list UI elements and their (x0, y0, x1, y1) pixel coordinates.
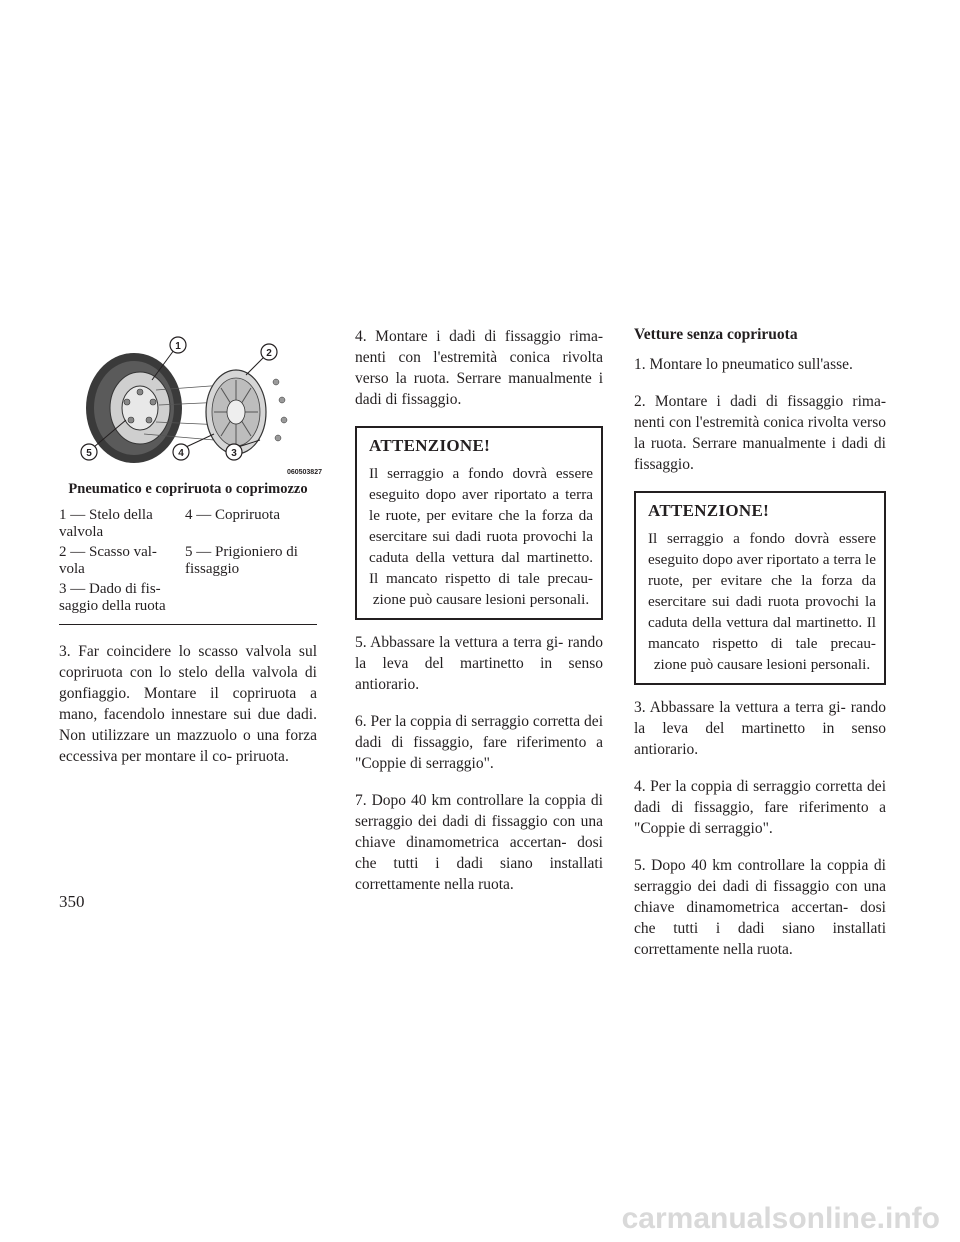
callout-1: 1 (175, 341, 181, 352)
step-2-text: 2. Montare i dadi di fissaggio rima- nenti con l'estremità conica rivolta verso la ruota. Serrare manualmente i dadi di fissaggio. (634, 393, 886, 473)
step-4-text: 4. Montare i dadi di fissaggio rima- nenti con l'estremità conica rivolta verso la ruota. Serrare manualmente i dadi di fissaggio. (355, 328, 603, 408)
legend-item: 3 — Dado di fis- saggio della ruota (59, 581, 166, 614)
figure-code: 060503827 (286, 469, 322, 476)
warning-text: Il serraggio a fondo dovrà essere eseguito dopo aver riportato a terra le ruote, per evitare che la forza da esercitare sui dadi ruota provochi la caduta della vettura dal martinetto. Il mancato rispetto di tale precau- zione può causare lesioni personali. (648, 530, 876, 673)
warning-text: Il serraggio a fondo dovrà essere eseguito dopo aver riportato a terra le ruote, per evitare che la forza da esercitare sui dadi ruota provochi la caduta della vettura dal martinetto. Il mancato rispetto di tale precau- zione può causare lesioni personali. (369, 465, 593, 608)
wheel-illustration (64, 330, 314, 470)
legend-item: 5 — Prigioniero di fissaggio (185, 544, 298, 577)
step-3-text: 3. Far coincidere lo scasso valvola sul copriruota con lo stelo della valvola di gonfiaggio. Montare il copriruota a mano, facendolo innestare sui due dadi. Non utilizzare un mazzuolo o una forza eccessiva per montare il co- priruota. (59, 643, 317, 765)
warning-title: ATTENZIONE! (648, 501, 770, 520)
figure-legend (59, 507, 317, 618)
step-5-text: 5. Dopo 40 km controllare la coppia di serraggio dei dadi di fissaggio con una chiave dinamometrica accertan- dosi che tutti i dadi siano installati correttamente nella ruota. (634, 857, 886, 958)
wheel-cover-figure (64, 330, 322, 476)
figure-caption: Pneumatico e copriruota o coprimozzo (68, 481, 308, 497)
warning-box (355, 426, 603, 620)
callout-4: 4 (178, 448, 184, 459)
legend-item: 2 — Scasso val- vola (59, 544, 157, 577)
step-4-text: 4. Per la coppia di serraggio corretta dei dadi di fissaggio, fare riferimento a "Coppie di serraggio". (634, 778, 886, 837)
legend-item: 1 — Stelo della valvola (59, 507, 153, 540)
step-6-text: 6. Per la coppia di serraggio corretta dei dadi di fissaggio, fare riferimento a "Coppie di serraggio". (355, 713, 603, 772)
column-left (59, 326, 322, 783)
page-number: 350 (59, 892, 85, 911)
callout-3: 3 (231, 448, 237, 459)
watermark: carmanualsonline.info (621, 1202, 940, 1235)
warning-box (634, 491, 886, 685)
step-5-text: 5. Abbassare la vettura a terra gi- rando la leva del martinetto in senso antiorario. (355, 634, 603, 693)
legend-item: 4 — Copriruota (185, 507, 280, 523)
step-1-text: 1. Montare lo pneumatico sull'asse. (634, 356, 853, 373)
section-heading: Vetture senza copriruota (634, 326, 798, 343)
callout-5: 5 (86, 448, 92, 459)
step-3-text: 3. Abbassare la vettura a terra gi- rando la leva del martinetto in senso antiorario. (634, 699, 886, 758)
divider (59, 624, 317, 625)
warning-title: ATTENZIONE! (369, 436, 491, 455)
callout-2: 2 (266, 348, 272, 359)
column-right (634, 326, 886, 976)
column-middle (355, 326, 603, 911)
step-7-text: 7. Dopo 40 km controllare la coppia di serraggio dei dadi di fissaggio con una chiave dinamometrica accertan- dosi che tutti i dadi siano installati correttamente nella ruota. (355, 792, 603, 893)
